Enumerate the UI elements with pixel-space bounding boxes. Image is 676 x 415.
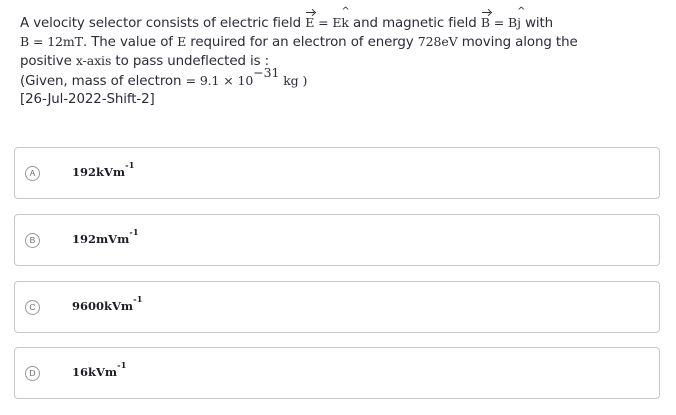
question-source: [26-Jul-2022-Shift-2] <box>20 91 155 107</box>
option-c[interactable] <box>14 281 660 333</box>
given-label: (Given, mass of electron <box>20 73 186 89</box>
question-line3-post: to pass undeflected is : <box>111 54 270 70</box>
electron-mass-exponent: −31 <box>253 65 280 81</box>
option-c-text <box>72 295 143 313</box>
question-line2-post: moving along the <box>457 35 578 51</box>
electron-mass-unit: kg ) <box>279 72 308 88</box>
option-a-exponent: -1 <box>125 161 135 172</box>
axis-label: x-axis <box>75 53 112 69</box>
option-d-exponent: -1 <box>117 361 127 372</box>
option-letter-a: A <box>25 166 40 181</box>
option-a[interactable] <box>14 147 660 199</box>
question-line-1 <box>20 14 660 33</box>
energy-value: 728eV <box>417 34 458 50</box>
given-line <box>20 65 660 91</box>
option-c-exponent: -1 <box>133 295 143 306</box>
option-b[interactable] <box>14 214 660 266</box>
electron-mass-value: = 9.1 × 10 <box>185 72 254 88</box>
question-with: with <box>520 16 554 31</box>
option-a-value: 192kVm <box>72 165 126 179</box>
option-d-text <box>72 361 127 379</box>
question-line3-pre: positive <box>20 54 76 70</box>
option-b-text <box>72 228 139 246</box>
option-b-value: 192mVm <box>72 232 130 246</box>
unit-vector-k: ^ k <box>341 14 348 32</box>
option-letter-d: D <box>25 366 40 381</box>
question-line2-mid: . The value of <box>82 35 178 51</box>
question-line-3 <box>20 52 660 71</box>
option-d[interactable] <box>14 347 660 399</box>
question-mid: and magnetic field <box>348 16 481 31</box>
question-text <box>20 14 660 109</box>
option-d-value: 16kVm <box>72 365 118 379</box>
question-line-2 <box>20 33 660 52</box>
question-line2-mid2: required for an electron of energy <box>186 35 418 51</box>
symbol-e: E <box>177 34 187 50</box>
option-letter-c: C <box>25 300 40 315</box>
vector-e: E <box>305 14 314 32</box>
vector-b: B <box>481 14 490 32</box>
magnetic-field-value: B = 12mT <box>20 34 83 50</box>
question-intro: A velocity selector consists of electric field <box>20 16 306 31</box>
option-c-value: 9600kVm <box>72 299 134 313</box>
eq-b: = B <box>489 15 518 30</box>
option-letter-b: B <box>25 233 40 248</box>
eq-e: = E <box>314 15 342 30</box>
option-b-exponent: -1 <box>129 228 139 239</box>
option-a-text <box>72 161 135 179</box>
unit-vector-j: ^ j <box>517 14 521 32</box>
